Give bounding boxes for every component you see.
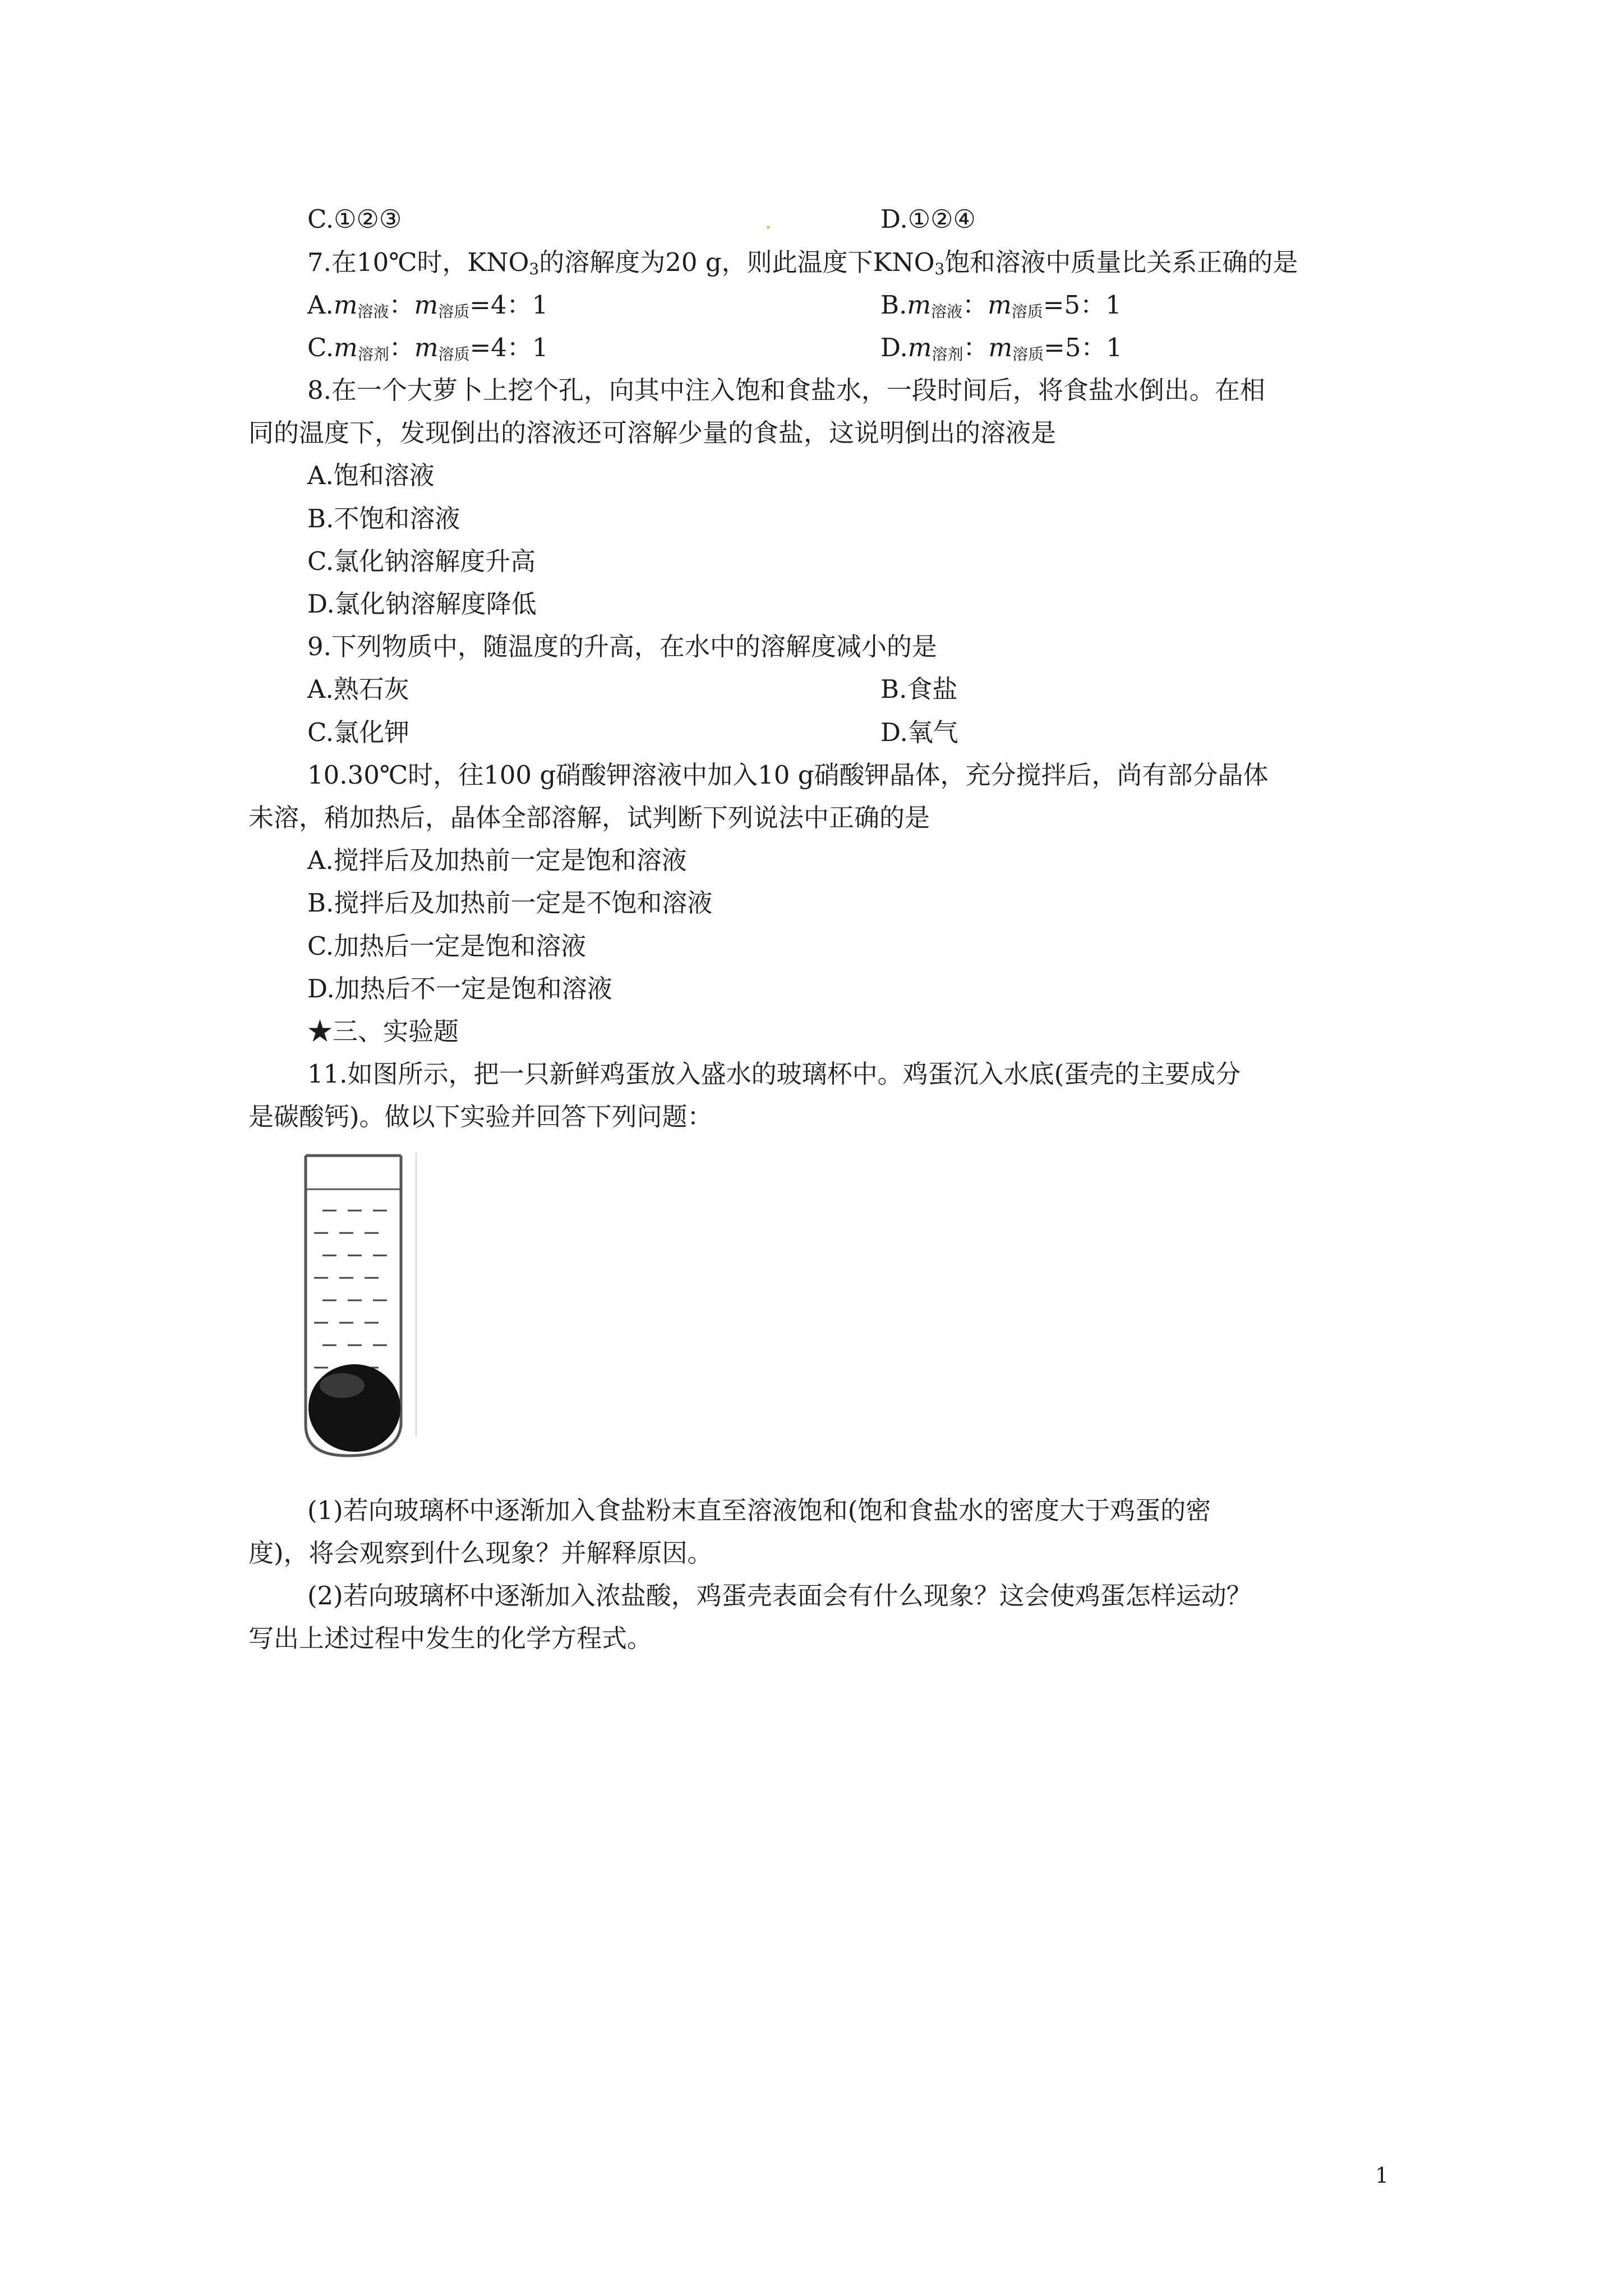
- test-tube-illustration: [292, 1144, 426, 1464]
- q8-option-c: C.氯化钠溶解度升高: [307, 546, 536, 576]
- stray-dot: [766, 204, 771, 235]
- q11-part2-line1: (2)若向玻璃杯中逐渐加入浓盐酸，鸡蛋壳表面会有什么现象？这会使鸡蛋怎样运动？: [307, 1581, 1252, 1611]
- q10-option-c: C.加热后一定是饱和溶液: [307, 931, 587, 961]
- q9-option-b: B.食盐: [880, 674, 958, 704]
- q8-option-a: A.饱和溶液: [307, 461, 435, 490]
- q9-option-c: C.氯化钾: [307, 717, 410, 747]
- q10-option-b: B.搅拌后及加热前一定是不饱和溶液: [307, 888, 713, 918]
- q7-option-b: $B.m_{溶液}$：$m_{溶质}=5$：1: [880, 290, 1122, 321]
- q7-option-c: $C.m_{溶剂}$：$m_{溶质}=4$：1: [307, 333, 548, 364]
- q7-option-a: $A.m_{溶液}$：$m_{溶质}=4$：1: [307, 290, 548, 321]
- q11-part1-line2: 度)，将会观察到什么现象？并解释原因。: [248, 1538, 713, 1568]
- q10-option-d: D.加热后不一定是饱和溶液: [307, 974, 612, 1004]
- q11-stem-line2: 是碳酸钙)。做以下实验并回答下列问题：: [248, 1102, 713, 1131]
- q9-option-a: A.熟石灰: [307, 674, 409, 704]
- q10-stem-line2: 未溶，稍加热后，晶体全部溶解，试判断下列说法中正确的是: [248, 803, 930, 832]
- q8-stem-line2: 同的温度下，发现倒出的溶液还可溶解少量的食盐，这说明倒出的溶液是: [248, 418, 1057, 448]
- section-heading: ★三、实验题: [307, 1016, 459, 1046]
- q10-option-a: A.搅拌后及加热前一定是饱和溶液: [307, 845, 687, 875]
- page-number: 1: [1375, 2163, 1389, 2188]
- q8-option-d: D.氯化钠溶解度降低: [307, 589, 537, 619]
- q8-option-b: B.不饱和溶液: [307, 504, 460, 533]
- q7-stem: 7.在10℃时，$KNO_3$的溶解度为20 g，则此温度下$KNO_3$饱和溶液中质量比关系正确的是: [307, 247, 1298, 278]
- q6-option-d: D.①②④: [880, 204, 976, 234]
- q9-stem: 9.下列物质中，随温度的升高，在水中的溶解度减小的是: [307, 632, 937, 661]
- q6-option-c: C.①②③: [307, 204, 402, 234]
- q8-stem-line1: 8.在一个大萝卜上挖个孔，向其中注入饱和食盐水，一段时间后，将食盐水倒出。在相: [307, 375, 1265, 405]
- q11-part1-line1: (1)若向玻璃杯中逐渐加入食盐粉末直至溶液饱和(饱和食盐水的密度大于鸡蛋的密: [307, 1496, 1211, 1525]
- q10-stem-line1: 10.30℃时，往100 g硝酸钾溶液中加入10 g硝酸钾晶体，充分搅拌后，尚有部分晶体: [307, 760, 1269, 790]
- q11-stem-line1: 11.如图所示，把一只新鲜鸡蛋放入盛水的玻璃杯中。鸡蛋沉入水底(蛋壳的主要成分: [307, 1059, 1241, 1089]
- q11-part2-line2: 写出上述过程中发生的化学方程式。: [248, 1623, 653, 1653]
- q9-option-d: D.氧气: [880, 717, 958, 747]
- egg-in-glass-figure: [292, 1144, 426, 1464]
- q7-option-d: $D.m_{溶剂}$：$m_{溶质}=5$：1: [880, 333, 1123, 364]
